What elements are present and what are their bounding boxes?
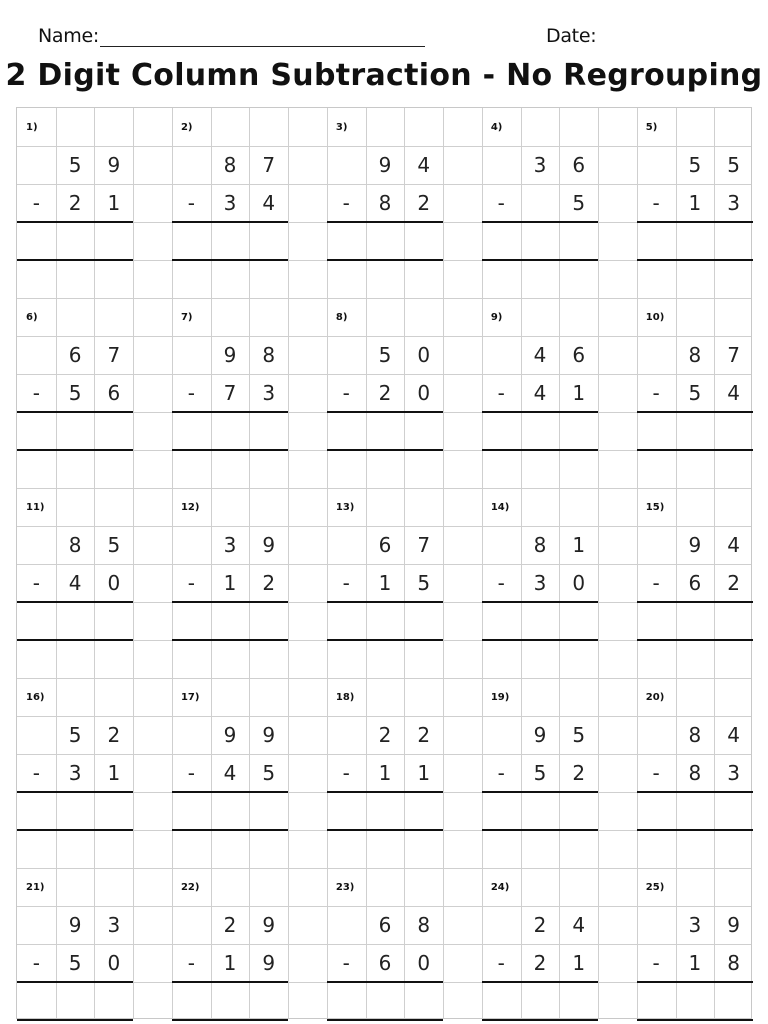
worksheet-title: 2 Digit Column Subtraction - No Regrouping: [5, 58, 763, 93]
problem-number: 20): [645, 692, 665, 703]
minus-sign: -: [652, 571, 660, 595]
answer-line: [482, 791, 598, 793]
minuend-tens: 9: [688, 533, 702, 557]
problem-number: 11): [26, 502, 45, 513]
subtrahend-tens: 2: [68, 191, 82, 215]
subtrahend-tens: 1: [688, 191, 702, 215]
subtrahend-ones: 0: [572, 571, 586, 595]
subtrahend-ones: 4: [262, 191, 276, 215]
grid-line: [482, 108, 483, 1018]
answer-box-bottom: [327, 829, 443, 831]
minus-sign: -: [497, 381, 505, 405]
problem-number: 18): [335, 692, 355, 703]
subtrahend-tens: 6: [378, 951, 392, 975]
subtrahend-ones: 2: [417, 191, 431, 215]
answer-line: [637, 221, 753, 223]
grid-line: [133, 108, 134, 1018]
minuend-ones: 5: [572, 723, 586, 747]
subtrahend-ones: 6: [107, 381, 121, 405]
grid-line: [17, 488, 751, 489]
minuend-tens: 8: [688, 723, 702, 747]
minuend-ones: 8: [417, 913, 431, 937]
minus-sign: -: [32, 571, 40, 595]
grid-line: [17, 678, 751, 679]
subtrahend-ones: 0: [417, 951, 431, 975]
minuend-tens: 9: [68, 913, 82, 937]
subtrahend-ones: 9: [262, 951, 276, 975]
minuend-tens: 5: [68, 153, 82, 177]
answer-box-bottom: [17, 449, 133, 451]
minuend-ones: 7: [262, 153, 276, 177]
grid-line: [637, 108, 638, 1018]
answer-box-bottom: [637, 829, 753, 831]
minuend-tens: 3: [223, 533, 237, 557]
subtrahend-ones: 8: [727, 951, 740, 975]
minuend-tens: 9: [223, 723, 237, 747]
problem-grid: [16, 107, 752, 1019]
answer-box-bottom: [482, 449, 598, 451]
minus-sign: -: [652, 381, 660, 405]
date-label: Date:: [546, 25, 597, 47]
minuend-tens: 9: [533, 723, 547, 747]
subtrahend-tens: 5: [68, 951, 82, 975]
answer-line: [17, 221, 133, 223]
minuend-tens: 9: [223, 343, 237, 367]
name-line[interactable]: [100, 46, 425, 47]
answer-line: [172, 411, 288, 413]
answer-box-bottom: [482, 259, 598, 261]
minuend-tens: 6: [378, 913, 392, 937]
subtrahend-tens: 2: [533, 951, 547, 975]
subtrahend-tens: 5: [533, 761, 547, 785]
minuend-tens: 6: [68, 343, 82, 367]
minus-sign: -: [342, 571, 350, 595]
minus-sign: -: [32, 381, 40, 405]
minuend-ones: 9: [262, 723, 276, 747]
problem-number: 9): [490, 312, 503, 323]
subtrahend-tens: 5: [688, 381, 702, 405]
subtrahend-tens: [521, 184, 560, 222]
answer-line: [637, 411, 753, 413]
subtrahend-tens: 8: [688, 761, 702, 785]
problem-number: 22): [180, 882, 200, 893]
answer-box-bottom: [327, 639, 443, 641]
subtrahend-tens: 1: [688, 951, 702, 975]
minuend-ones: 7: [107, 343, 121, 367]
answer-line: [482, 221, 598, 223]
answer-line: [482, 601, 598, 603]
subtrahend-ones: 1: [417, 761, 431, 785]
minuend-ones: 2: [417, 723, 431, 747]
minuend-tens: 8: [688, 343, 702, 367]
problem-number: 21): [26, 882, 45, 893]
minus-sign: -: [32, 191, 40, 215]
minuend-tens: 5: [68, 723, 82, 747]
subtrahend-ones: 1: [572, 381, 586, 405]
problem-number: 4): [490, 122, 503, 133]
answer-line: [482, 411, 598, 413]
answer-box-bottom: [482, 1019, 598, 1021]
minuend-ones: 9: [107, 153, 121, 177]
minus-sign: -: [187, 761, 195, 785]
subtrahend-ones: 5: [417, 571, 431, 595]
minuend-tens: 3: [533, 153, 547, 177]
subtrahend-tens: 1: [378, 761, 392, 785]
answer-line: [327, 791, 443, 793]
minus-sign: -: [342, 761, 350, 785]
minuend-tens: 2: [533, 913, 547, 937]
answer-box-bottom: [172, 639, 288, 641]
minuend-tens: 6: [378, 533, 392, 557]
problem-number: 6): [26, 312, 38, 323]
subtrahend-ones: 3: [262, 381, 276, 405]
grid-line: [327, 108, 328, 1018]
minuend-ones: 6: [572, 153, 586, 177]
subtrahend-ones: 5: [262, 761, 276, 785]
grid-line: [17, 868, 751, 869]
minuend-ones: 5: [107, 533, 121, 557]
problem-number: 10): [645, 312, 665, 323]
subtrahend-tens: 7: [223, 381, 237, 405]
subtrahend-tens: 1: [223, 951, 237, 975]
answer-line: [327, 411, 443, 413]
subtrahend-ones: 3: [727, 761, 740, 785]
minus-sign: -: [652, 951, 660, 975]
answer-box-bottom: [17, 1019, 133, 1021]
problem-number: 23): [335, 882, 355, 893]
answer-box-bottom: [172, 1019, 288, 1021]
problem-number: 16): [26, 692, 45, 703]
minuend-ones: 3: [107, 913, 121, 937]
minuend-ones: 4: [727, 723, 740, 747]
subtrahend-tens: 3: [533, 571, 547, 595]
subtrahend-ones: 0: [107, 571, 121, 595]
minuend-tens: 2: [223, 913, 237, 937]
minuend-ones: 9: [262, 533, 276, 557]
grid-line: [443, 108, 444, 1018]
minus-sign: -: [187, 191, 195, 215]
minuend-ones: 4: [727, 533, 740, 557]
minuend-tens: 9: [378, 153, 392, 177]
name-label: Name:: [38, 25, 99, 47]
subtrahend-ones: 1: [572, 951, 586, 975]
minus-sign: -: [342, 191, 350, 215]
subtrahend-ones: 3: [727, 191, 740, 215]
problem-number: 12): [180, 502, 200, 513]
minuend-tens: 8: [223, 153, 237, 177]
subtrahend-tens: 2: [378, 381, 392, 405]
answer-line: [637, 791, 753, 793]
answer-box-bottom: [637, 639, 753, 641]
minuend-tens: 3: [688, 913, 702, 937]
answer-box-bottom: [172, 829, 288, 831]
problem-number: 14): [490, 502, 510, 513]
subtrahend-tens: 4: [223, 761, 237, 785]
minuend-ones: 1: [572, 533, 586, 557]
answer-line: [482, 981, 598, 983]
minuend-ones: 8: [262, 343, 276, 367]
minus-sign: -: [652, 191, 660, 215]
answer-line: [327, 221, 443, 223]
subtrahend-ones: 2: [727, 571, 740, 595]
answer-line: [17, 411, 133, 413]
answer-line: [637, 601, 753, 603]
answer-line: [172, 791, 288, 793]
subtrahend-ones: 5: [572, 191, 586, 215]
minuend-ones: 9: [262, 913, 276, 937]
grid-line: [17, 298, 751, 299]
problem-number: 24): [490, 882, 510, 893]
subtrahend-tens: 6: [688, 571, 702, 595]
answer-line: [172, 601, 288, 603]
problem-number: 3): [335, 122, 348, 133]
minus-sign: -: [32, 951, 40, 975]
answer-line: [17, 981, 133, 983]
answer-box-bottom: [327, 259, 443, 261]
answer-box-bottom: [172, 449, 288, 451]
answer-line: [172, 221, 288, 223]
answer-line: [637, 981, 753, 983]
subtrahend-ones: 2: [572, 761, 586, 785]
minuend-ones: 7: [727, 343, 740, 367]
answer-box-bottom: [172, 259, 288, 261]
answer-box-bottom: [327, 449, 443, 451]
minus-sign: -: [497, 761, 505, 785]
subtrahend-tens: 4: [68, 571, 82, 595]
minuend-tens: 4: [533, 343, 547, 367]
problem-number: 8): [335, 312, 348, 323]
minuend-ones: 9: [727, 913, 740, 937]
minuend-tens: 8: [68, 533, 82, 557]
minuend-tens: 5: [688, 153, 702, 177]
subtrahend-ones: 0: [417, 381, 431, 405]
problem-number: 5): [645, 122, 658, 133]
subtrahend-tens: 4: [533, 381, 547, 405]
minuend-tens: 5: [378, 343, 392, 367]
minus-sign: -: [187, 381, 195, 405]
problem-number: 19): [490, 692, 510, 703]
answer-line: [327, 981, 443, 983]
problem-number: 17): [180, 692, 200, 703]
minus-sign: -: [187, 951, 195, 975]
minuend-ones: 7: [417, 533, 431, 557]
answer-box-bottom: [17, 259, 133, 261]
minus-sign: -: [342, 951, 350, 975]
minus-sign: -: [497, 191, 505, 215]
subtrahend-ones: 1: [107, 761, 121, 785]
grid-line: [288, 108, 289, 1018]
answer-box-bottom: [17, 829, 133, 831]
answer-line: [327, 601, 443, 603]
answer-box-bottom: [637, 449, 753, 451]
grid-line: [172, 108, 173, 1018]
answer-box-bottom: [637, 1019, 753, 1021]
minuend-ones: 0: [417, 343, 431, 367]
problem-number: 25): [645, 882, 665, 893]
answer-line: [17, 601, 133, 603]
minus-sign: -: [32, 761, 40, 785]
answer-box-bottom: [17, 639, 133, 641]
minuend-ones: 5: [727, 153, 740, 177]
answer-box-bottom: [482, 639, 598, 641]
minus-sign: -: [652, 761, 660, 785]
subtrahend-ones: 0: [107, 951, 121, 975]
subtrahend-ones: 4: [727, 381, 740, 405]
subtrahend-tens: 3: [223, 191, 237, 215]
problem-number: 2): [180, 122, 193, 133]
subtrahend-tens: 5: [68, 381, 82, 405]
problem-number: 7): [180, 312, 193, 323]
answer-line: [172, 981, 288, 983]
subtrahend-tens: 8: [378, 191, 392, 215]
minuend-ones: 2: [107, 723, 121, 747]
subtrahend-ones: 1: [107, 191, 121, 215]
minus-sign: -: [342, 381, 350, 405]
minus-sign: -: [187, 571, 195, 595]
minus-sign: -: [497, 571, 505, 595]
subtrahend-tens: 1: [378, 571, 392, 595]
problem-number: 15): [645, 502, 665, 513]
minuend-tens: 8: [533, 533, 547, 557]
minuend-ones: 6: [572, 343, 586, 367]
answer-box-bottom: [637, 259, 753, 261]
minus-sign: -: [497, 951, 505, 975]
answer-line: [17, 791, 133, 793]
minuend-ones: 4: [417, 153, 431, 177]
answer-box-bottom: [482, 829, 598, 831]
subtrahend-tens: 3: [68, 761, 82, 785]
answer-box-bottom: [327, 1019, 443, 1021]
grid-line: [598, 108, 599, 1018]
minuend-ones: 4: [572, 913, 586, 937]
minuend-tens: 2: [378, 723, 392, 747]
problem-number: 1): [26, 122, 38, 133]
subtrahend-tens: 1: [223, 571, 237, 595]
problem-number: 13): [335, 502, 355, 513]
subtrahend-ones: 2: [262, 571, 276, 595]
